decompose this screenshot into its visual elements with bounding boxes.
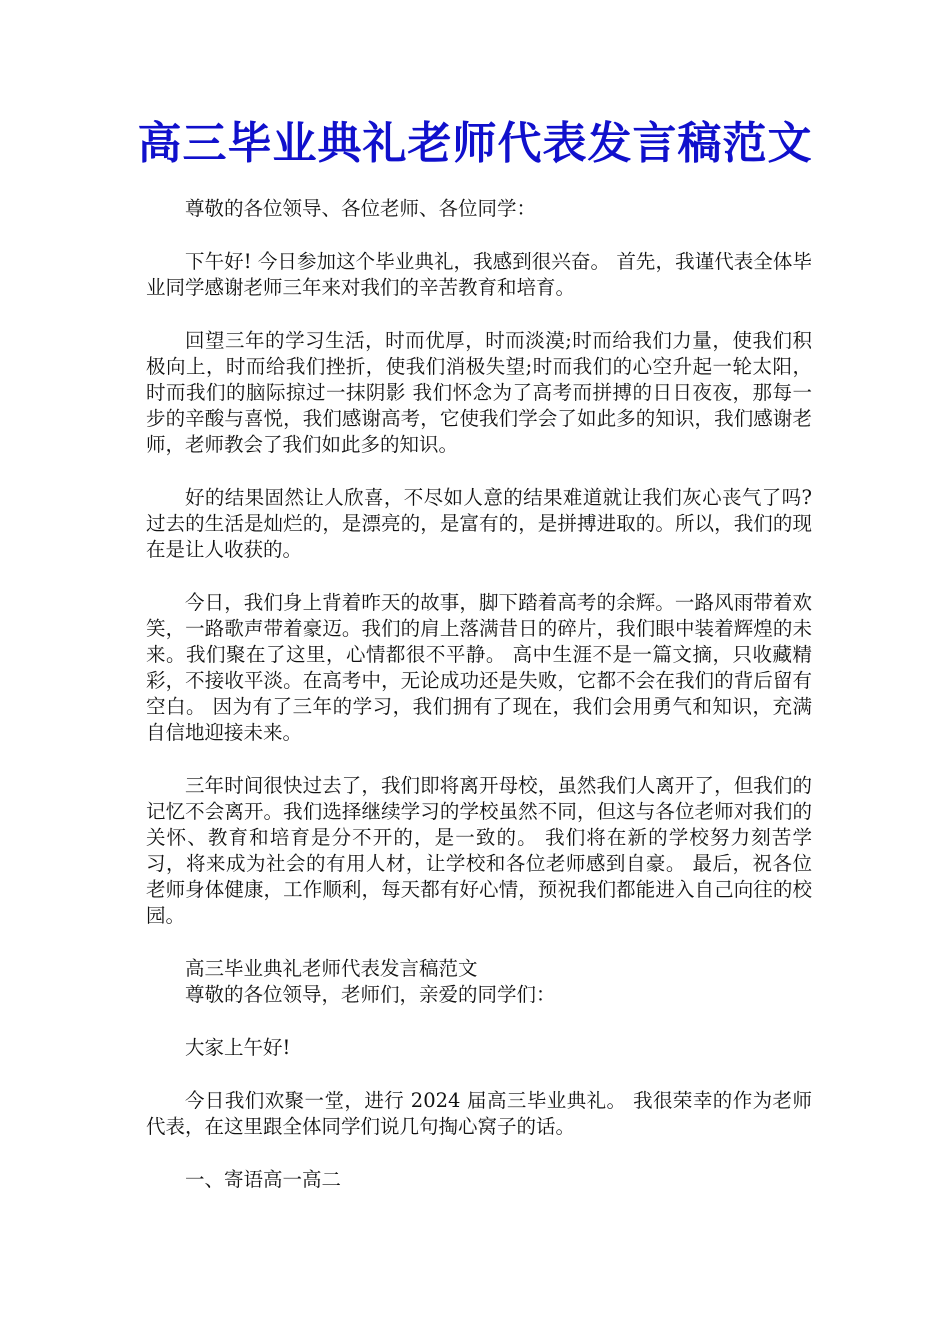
document-title: 高三毕业典礼老师代表发言稿范文 xyxy=(137,118,813,169)
second-title-line: 高三毕业典礼老师代表发言稿范文 xyxy=(185,957,478,980)
paragraph-ceremony: 今日我们欢聚一堂，进行 2024 届高三毕业典礼。 我很荣幸的作为老师代表，在这里跟全体同学们说几句掏心窝子的话。 xyxy=(146,1089,812,1138)
section-heading: 一、寄语高一高二 xyxy=(185,1168,342,1191)
document-body xyxy=(146,196,812,1220)
paragraph-greeting: 下午好! 今日参加这个毕业典礼，我感到很兴奋。 首先，我谨代表全体毕业同学感谢老师三年来对我们的辛苦教育和培育。 xyxy=(146,250,812,299)
paragraph-morning-greeting: 大家上午好! xyxy=(185,1036,291,1059)
paragraph-result: 好的结果固然让人欣喜，不尽如人意的结果难道就让我们灰心丧气了吗? 过去的生活是灿烂的，是漂亮的，是富有的，是拼搏进取的。所以，我们的现在是让人收获的。 xyxy=(146,486,812,561)
salutation: 尊敬的各位领导、各位老师、各位同学： xyxy=(185,197,537,220)
paragraph-farewell: 三年时间很快过去了，我们即将离开母校，虽然我们人离开了，但我们的记忆不会离开。我们选择继续学习的学校虽然不同，但这与各位老师对我们的关怀、教育和培育是分不开的，是一致的。 我们将在新的学校努力刻苦学习，将来成为社会的有用人材，让学校和各位老师感到自豪。 最后，祝各位老师身体健康，工作顺利，每天都有好心情，预祝我们都能进入自己向往的校园。 xyxy=(146,774,812,927)
paragraph-today: 今日，我们身上背着昨天的故事，脚下踏着高考的余辉。一路风雨带着欢笑，一路歌声带着豪迈。我们的肩上落满昔日的碎片，我们眼中装着辉煌的未来。我们聚在了这里，心情都很不平静。 高中生涯不是一篇文摘，只收藏精彩，不接收平淡。在高考中，无论成功还是失败，它都不会在我们的背后留有空白。 因为有了三年的学习，我们拥有了现在，我们会用勇气和知识，充满自信地迎接未来。 xyxy=(146,591,812,744)
second-salutation: 尊敬的各位领导，老师们，亲爱的同学们： xyxy=(185,983,556,1006)
paragraph-review: 回望三年的学习生活，时而优厚，时而淡漠;时而给我们力量，使我们积极向上，时而给我们挫折，使我们消极失望;时而我们的心空升起一轮太阳，时而我们的脑际掠过一抹阴影 我们怀念为了高考而拼搏的日日夜夜，那每一步的辛酸与喜悦，我们感谢高考，它使我们学会了如此多的知识，我们感谢老师，老师教会了我们如此多的知识。 xyxy=(146,329,812,456)
